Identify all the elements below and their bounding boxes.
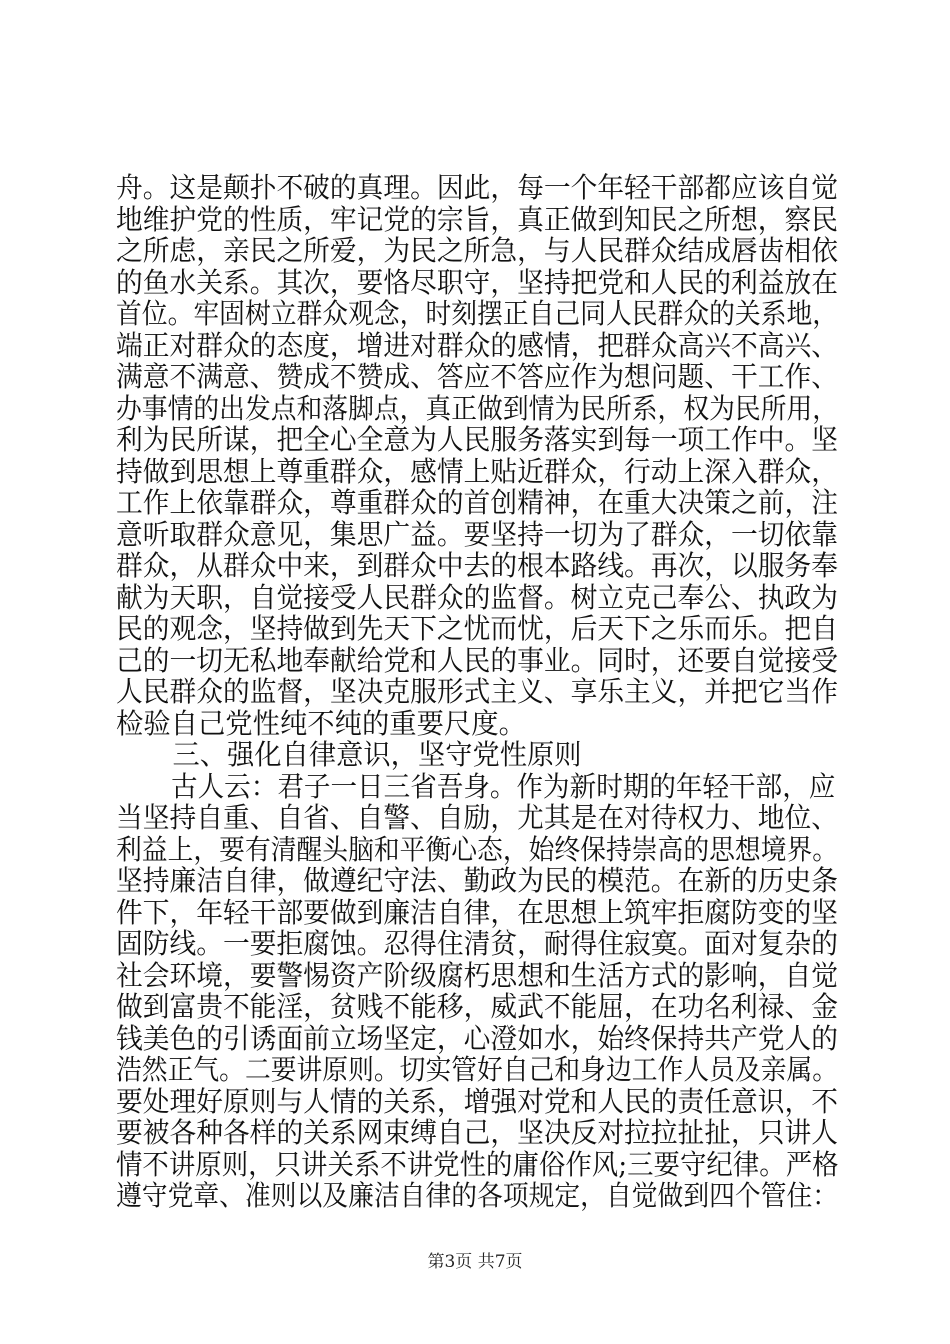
text-line: 浩然正气。二要讲原则。切实管好自己和身边工作人员及亲属。	[116, 1053, 839, 1086]
text-line: 古人云：君子一日三省吾身。作为新时期的年轻干部，应	[171, 769, 836, 803]
page-footer: 第3页 共7页	[427, 1252, 523, 1272]
text-line: 地维护党的性质，牢记党的宗旨，真正做到知民之所想，察民	[116, 202, 838, 236]
section-heading: 三、强化自律意识，坚守党性原则	[172, 738, 582, 771]
text-line: 钱美色的引诱面前立场坚定，心澄如水，始终保持共产党人的	[116, 1021, 838, 1055]
text-line: 首位。牢固树立群众观念，时刻摆正自己同人民群众的关系地，	[116, 297, 839, 330]
text-line: 做到富贵不能淫，贫贱不能移，威武不能屈，在功名利禄、金	[116, 990, 838, 1023]
text-line: 固防线。一要拒腐蚀。忍得住清贫，耐得住寂寞。面对复杂的	[116, 927, 838, 960]
text-line: 意听取群众意见，集思广益。要坚持一切为了群众，一切依靠	[116, 517, 838, 551]
text-line: 人民群众的监督，坚决克服形式主义、享乐主义，并把它当作	[116, 675, 838, 708]
text-line: 坚持廉洁自律，做遵纪守法、勤政为民的模范。在新的历史条	[116, 864, 838, 897]
text-line: 检验自己党性纯不纯的重要尺度。	[116, 706, 526, 740]
text-line: 群众，从群众中来，到群众中去的根本路线。再次，以服务奉	[116, 549, 838, 582]
text-line: 利益上，要有清醒头脑和平衡心态，始终保持崇高的思想境界。	[116, 832, 839, 866]
text-line: 社会环境，要警惕资产阶级腐朽思想和生活方式的影响，自觉	[116, 958, 838, 992]
text-line: 要处理好原则与人情的关系，增强对党和人民的责任意识，不	[116, 1084, 838, 1118]
text-line: 端正对群众的态度，增进对群众的感情，把群众高兴不高兴、	[116, 328, 838, 362]
text-line: 己的一切无私地奉献给党和人民的事业。同时，还要自觉接受	[116, 643, 838, 677]
text-line: 舟。这是颠扑不破的真理。因此，每一个年轻干部都应该自觉	[116, 171, 838, 204]
text-line: 利为民所谋，把全心全意为人民服务落实到每一项工作中。坚	[116, 423, 838, 456]
text-line: 当坚持自重、自省、自警、自励，尤其是在对待权力、地位、	[116, 801, 838, 834]
text-line: 献为天职，自觉接受人民群众的监督。树立克己奉公、执政为	[116, 580, 838, 614]
text-line: 满意不满意、赞成不赞成、答应不答应作为想问题、干工作、	[116, 360, 838, 393]
text-line: 情不讲原则，只讲关系不讲党性的庸俗作风;三要守纪律。严格	[116, 1147, 839, 1181]
document-body	[116, 172, 856, 1212]
text-line: 持做到思想上尊重群众，感情上贴近群众，行动上深入群众，	[116, 454, 838, 488]
text-line: 件下，年轻干部要做到廉洁自律，在思想上筑牢拒腐防变的坚	[116, 895, 838, 929]
text-line: 之所虑，亲民之所爱，为民之所急，与人民群众结成唇齿相依	[116, 234, 838, 267]
text-line: 要被各种各样的关系网束缚自己，坚决反对拉拉扯扯，只讲人	[116, 1116, 838, 1149]
text-line: 的鱼水关系。其次，要恪尽职守，坚持把党和人民的利益放在	[116, 265, 838, 299]
text-line: 工作上依靠群众，尊重群众的首创精神，在重大决策之前，注	[116, 486, 838, 519]
text-line: 办事情的出发点和落脚点，真正做到情为民所系，权为民所用，	[116, 391, 839, 425]
text-line: 遵守党章、准则以及廉洁自律的各项规定，自觉做到四个管住：	[116, 1179, 839, 1212]
text-line: 民的观念，坚持做到先天下之忧而忧，后天下之乐而乐。把自	[116, 612, 838, 645]
